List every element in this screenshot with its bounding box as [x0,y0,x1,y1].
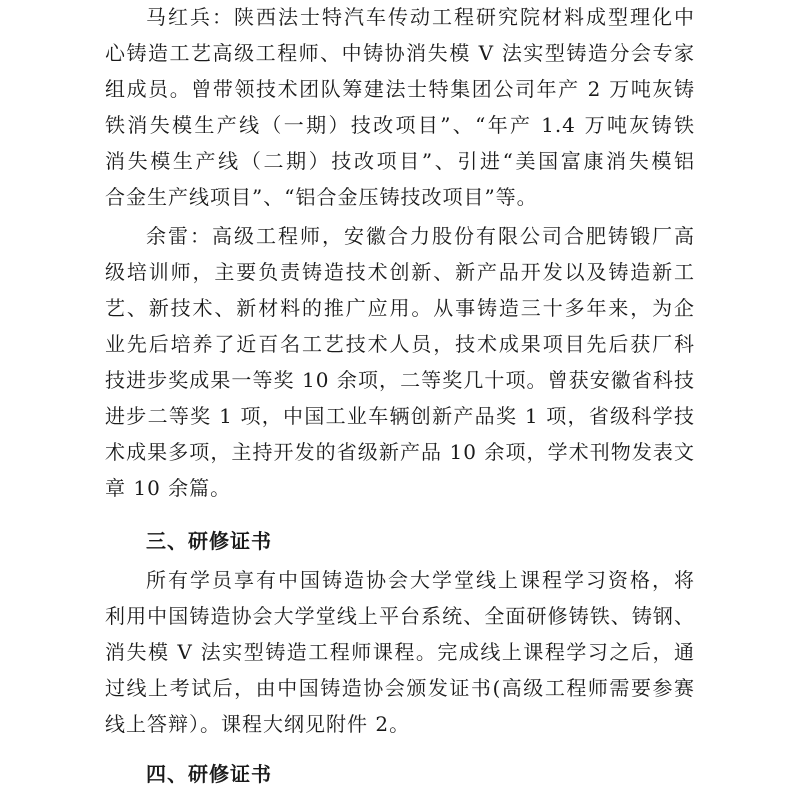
bio-yu-line-3: 艺、新技术、新材料的推广应用。从事铸造三十多年来，为企 [105,296,695,320]
bio-ma-line-5: 消失模生产线（二期）技改项目”、引进“美国富康消失模铝 [105,149,695,173]
section-3-line-4: 过线上考试后，由中国铸造协会颁发证书(高级工程师需要参赛 [105,676,695,700]
bio-ma-line-3: 组成员。曾带领技术团队筹建法士特集团公司年产 2 万吨灰铸 [105,77,695,101]
bio-ma-line-2: 心铸造工艺高级工程师、中铸协消失模 V 法实型铸造分会专家 [105,41,695,65]
section-4-heading: 四、研修证书 [146,762,272,786]
bio-ma-line-6: 合金生产线项目”、“铝合金压铸技改项目”等。 [105,185,538,209]
section-3-line-1: 所有学员享有中国铸造协会大学堂线上课程学习资格，将 [146,568,695,592]
bio-yu-line-1: 余雷：高级工程师，安徽合力股份有限公司合肥铸锻厂高 [146,224,695,248]
bio-yu-line-5: 技进步奖成果一等奖 10 余项，二等奖几十项。曾获安徽省科技 [105,368,695,392]
bio-yu-line-6: 进步二等奖 1 项，中国工业车辆创新产品奖 1 项，省级科学技 [105,404,695,428]
bio-ma-line-1: 马红兵：陕西法士特汽车传动工程研究院材料成型理化中 [146,5,695,29]
bio-yu-line-2: 级培训师，主要负责铸造技术创新、新产品开发以及铸造新工 [105,260,695,284]
bio-yu-line-7: 术成果多项，主持开发的省级新产品 10 余项，学术刊物发表文 [105,440,695,464]
bio-yu-line-4: 业先后培养了近百名工艺技术人员，技术成果项目先后获厂科 [105,332,695,356]
section-3-line-2: 利用中国铸造协会大学堂线上平台系统、全面研修铸铁、铸钢、 [105,604,695,628]
section-3-line-3: 消失模 V 法实型铸造工程师课程。完成线上课程学习之后，通 [105,640,695,664]
bio-ma-line-4: 铁消失模生产线（一期）技改项目”、“年产 1.4 万吨灰铸铁 [105,113,695,137]
section-3-heading: 三、研修证书 [146,529,272,553]
bio-yu-line-8: 章 10 余篇。 [105,476,232,500]
section-3-line-5: 线上答辩）。课程大纲见附件 2。 [105,712,411,736]
